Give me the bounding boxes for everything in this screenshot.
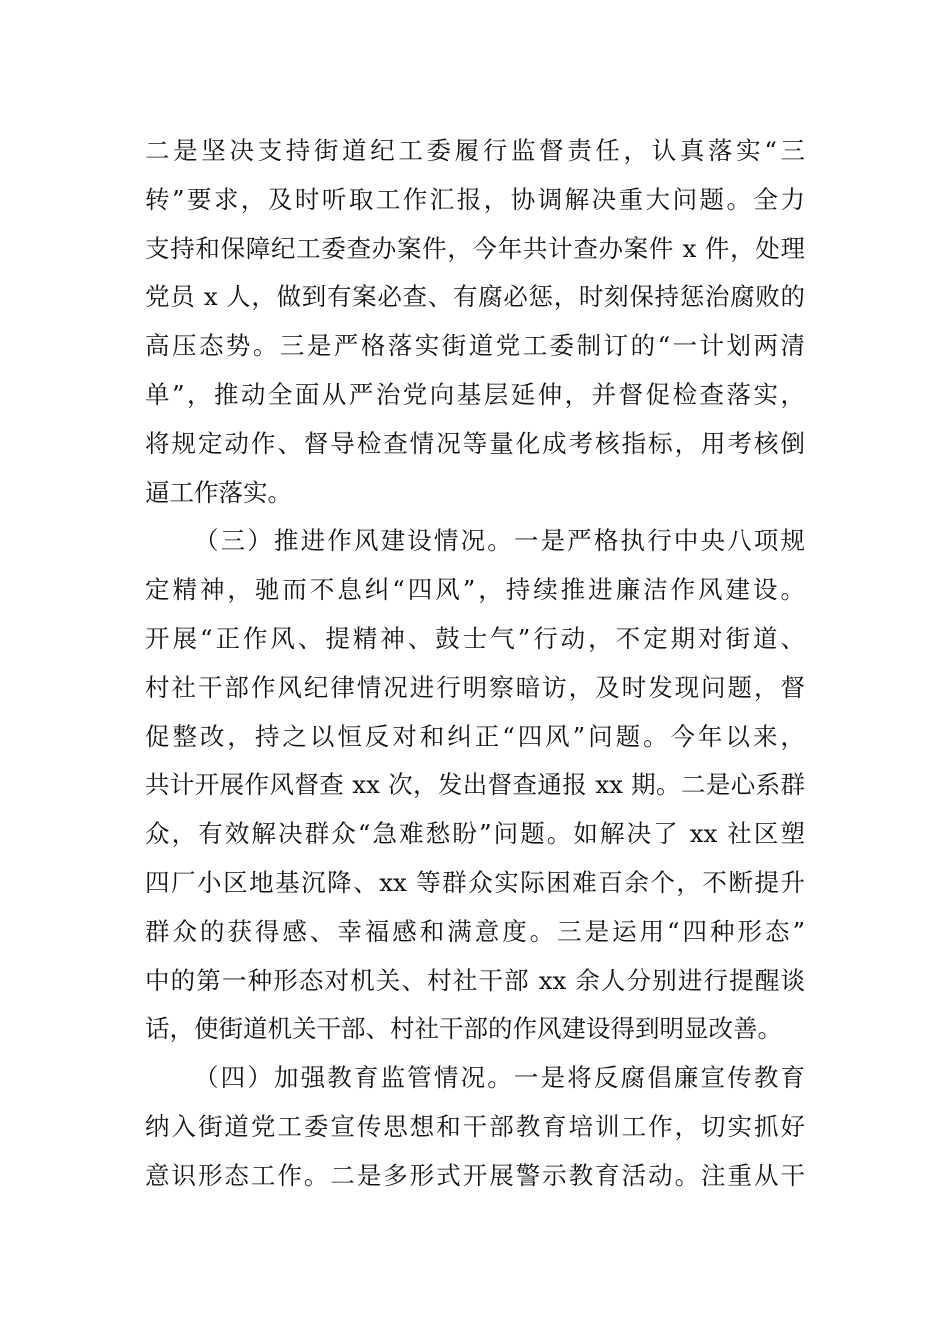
text-line: 支持和保障纪工委查办案件，今年共计查办案件 x 件，处理: [145, 233, 805, 263]
text-line: 村社干部作风纪律情况进行明察暗访，及时发现问题，督: [145, 672, 805, 702]
text-line: 开展“正作风、提精神、鼓士气”行动，不定期对街道、: [145, 623, 805, 653]
text-line: 纳入街道党工委宣传思想和干部教育培训工作，切实抓好: [145, 1111, 805, 1141]
text-line: 促整改，持之以恒反对和纠正“四风”问题。今年以来，: [145, 721, 805, 751]
text-line: 将规定动作、督导检查情况等量化成考核指标，用考核倒: [145, 428, 805, 458]
text-line: 逼工作落实。: [145, 477, 292, 507]
text-line: 四厂小区地基沉降、xx 等群众实际困难百余个，不断提升: [145, 867, 805, 897]
text-line: 高压态势。三是严格落实街道党工委制订的“一计划两清: [145, 331, 805, 361]
text-line: 中的第一种形态对机关、村社干部 xx 余人分别进行提醒谈: [145, 965, 805, 995]
text-line: 党员 x 人，做到有案必查、有腐必惩，时刻保持惩治腐败的: [145, 282, 805, 312]
text-line: 话，使街道机关干部、村社干部的作风建设得到明显改善。: [145, 1014, 782, 1044]
text-line: 意识形态工作。二是多形式开展警示教育活动。注重从干: [145, 1160, 805, 1190]
text-line: 群众的获得感、幸福感和满意度。三是运用“四种形态”: [145, 916, 805, 946]
text-line: 单”，推动全面从严治党向基层延伸，并督促检查落实，: [145, 379, 805, 409]
text-line: 众，有效解决群众“急难愁盼”问题。如解决了 xx 社区塑: [145, 819, 805, 849]
document-body: [145, 127, 805, 1201]
text-line: 定精神，驰而不息纠“四风”，持续推进廉洁作风建设。: [145, 575, 805, 605]
text-line: 共计开展作风督查 xx 次，发出督查通报 xx 期。二是心系群: [145, 770, 805, 800]
text-line: 转”要求，及时听取工作汇报，协调解决重大问题。全力: [145, 184, 805, 214]
text-line: 二是坚决支持街道纪工委履行监督责任，认真落实“三: [145, 136, 805, 165]
section-heading-line: （四）加强教育监管情况。一是将反腐倡廉宣传教育: [194, 1063, 805, 1093]
section-heading-line: （三）推进作风建设情况。一是严格执行中央八项规: [194, 526, 805, 556]
